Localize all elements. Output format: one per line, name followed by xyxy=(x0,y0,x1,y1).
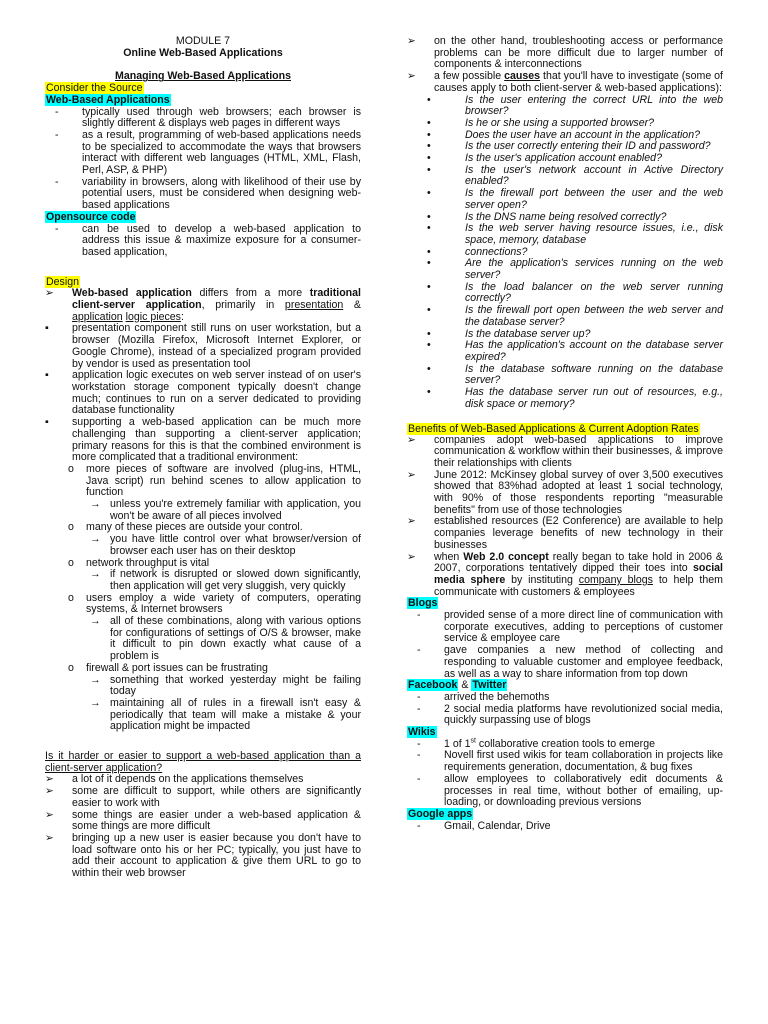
list-item xyxy=(45,224,361,259)
sub-item xyxy=(68,663,361,675)
benefits-heading-wrap xyxy=(407,423,723,435)
text: & xyxy=(458,679,472,692)
opensource-heading: Opensource code xyxy=(46,210,136,223)
square-marker: ▪ xyxy=(45,369,49,382)
list-item xyxy=(407,610,723,645)
text: differs from a more xyxy=(191,287,310,300)
item-text: established resources (E2 Conference) are available to help companies leverage benefits of new technology in their businesses xyxy=(434,515,723,551)
list-item xyxy=(45,417,361,464)
term-logic-pieces: logic pieces xyxy=(125,310,181,323)
bullet-marker: • xyxy=(427,327,431,340)
item-text: Novell first used wikis for team collaboration in projects like requirements generation, documentation, & bug fixes xyxy=(444,749,723,774)
circle-marker: o xyxy=(68,521,74,534)
term-social-media-sphere: social media sphere xyxy=(434,562,723,586)
wikis-list xyxy=(407,750,723,809)
arrow-marker: → xyxy=(90,673,101,686)
facebook-list xyxy=(407,692,723,727)
arrow-marker: → xyxy=(90,533,101,546)
item-text: Gmail, Calendar, Drive xyxy=(444,819,551,832)
bullet-marker: • xyxy=(427,152,431,165)
item-text: Is the DNS name being resolved correctly? xyxy=(465,210,667,223)
module-number: MODULE 7 xyxy=(175,35,231,47)
benefits-heading: Benefits of Web-Based Applications & Current Adoption Rates xyxy=(408,422,699,435)
item-text: as a result, programming of web-based applications needs to be specialized to accommodate the ways that browsers interact with different web languages (HTML, XML, Flash, Perl, ASP, & PHP) xyxy=(82,128,361,177)
list-item xyxy=(407,153,723,165)
item-text: Has the application's account on the database server expired? xyxy=(465,339,723,363)
list-item xyxy=(407,282,723,305)
item-text: application logic executes on web server instead of on user's workstation storage component typically doesn't change much; continues to run on a server dedicated to providing database functionality xyxy=(72,369,361,417)
arrow-marker: ➢ xyxy=(45,808,54,821)
list-item xyxy=(45,810,361,833)
item-text: companies adopt web-based applications to improve communication & workflow within their businesses, & improve their relationships with clients xyxy=(434,433,723,469)
bullet-marker: • xyxy=(427,128,431,141)
item-text: you have little control over what browser/version of browser each user has on their desktop xyxy=(110,533,361,557)
item-text: can be used to develop a web-based application to address this issue & maximize exposure for a consumer-based application, xyxy=(82,222,361,258)
text: that you'll have to investigate (some of causes apply to both client-server & web-based applications): xyxy=(434,70,724,94)
term-causes: causes xyxy=(504,70,541,83)
item-text: bringing up a new user is easier because you don't have to load software onto his or her PC; typically, you just have to add their account to application & give them URL to go to within their web browser xyxy=(72,832,361,880)
superscript: st xyxy=(470,737,476,745)
item-text: connections? xyxy=(465,245,528,258)
item-text: Is the load balancer on the web server running correctly? xyxy=(465,280,723,305)
arrow-marker: ➢ xyxy=(45,832,54,844)
text: 1 of 1 xyxy=(444,737,471,750)
list-item xyxy=(407,821,723,833)
item-text: variability in browsers, along with likelihood of their use by potential users, must be considered when designing web-based applications xyxy=(82,175,361,212)
list-item xyxy=(45,107,361,130)
list-item xyxy=(407,258,723,281)
item-text: Is the user entering the correct URL into the web browser? xyxy=(465,93,723,118)
list-item xyxy=(45,177,361,212)
text: collaborative creation tools to emerge xyxy=(475,737,655,750)
item-text: Is the firewall port open between the web server and the database server? xyxy=(465,304,723,328)
item-text: supporting a web-based application can be much more challenging than supporting a client-server application; primary reasons for this is that the combined environment is more complicated that a traditional environment: xyxy=(72,416,361,464)
circle-marker: o xyxy=(68,591,74,604)
item-text: Does the user have an account in the application? xyxy=(465,128,700,141)
twitter-heading: Twitter xyxy=(472,679,507,692)
list-item xyxy=(407,774,723,809)
item-text: users employ a wide variety of computers, operating systems, & Internet browsers xyxy=(86,591,361,616)
item-text: many of these pieces are outside your control. xyxy=(86,521,303,534)
term-web-based: Web-based application xyxy=(72,287,192,300)
item-text: a lot of it depends on the applications themselves xyxy=(72,773,304,786)
item-text: maintaining all of rules in a firewall isn't easy & periodically that team will make a mistake & your application might be impacted xyxy=(110,696,361,733)
text: when xyxy=(434,550,464,563)
circle-marker: o xyxy=(68,462,74,475)
dash-marker: - xyxy=(417,609,421,622)
item-text: Has the database server run out of resources, e.g., disk space or memory? xyxy=(465,386,723,410)
arrow-marker: → xyxy=(90,498,101,511)
item-text: all of these combinations, along with various options for configurations of settings of O/S & browser, make it difficult to pin down exactly what cause of a problem is xyxy=(110,615,361,663)
sub-sub-item xyxy=(90,698,361,733)
item-text: Is the web server having resource issues, i.e., disk space, memory, database xyxy=(465,222,723,246)
arrow-marker: ➢ xyxy=(45,773,54,786)
causes-item xyxy=(407,71,723,94)
opensource-list xyxy=(45,224,361,259)
design-square-list xyxy=(45,323,361,463)
bullet-marker: • xyxy=(427,210,431,223)
support-question: Is it harder or easier to support a web-based application than a client-server application? xyxy=(45,750,361,774)
arrow-marker: ➢ xyxy=(45,287,54,300)
item-text: something that worked yesterday might be failing today xyxy=(110,673,361,698)
benefits-list xyxy=(407,435,723,552)
item-text: network throughput is vital xyxy=(86,556,210,569)
wba-list xyxy=(45,107,361,212)
sub-sub-item xyxy=(90,569,361,592)
sub-sub-item xyxy=(90,534,361,557)
causes-list xyxy=(407,95,723,411)
text: on the other hand, troubleshooting access or performance problems can be more difficult due to larger number of components & interconnections xyxy=(434,35,723,71)
list-item xyxy=(407,95,723,118)
design-heading: Design xyxy=(46,275,79,288)
bullet-marker: • xyxy=(427,280,431,293)
right-column xyxy=(407,36,723,832)
item-text: some things are easier under a web-based application & some things are more difficult xyxy=(72,808,361,833)
bullet-marker: • xyxy=(427,362,431,375)
term-client-server: traditional client-server application xyxy=(72,287,361,312)
dash-marker: - xyxy=(55,128,59,141)
arrow-marker: ➢ xyxy=(407,550,416,563)
dash-marker: - xyxy=(417,702,421,715)
list-item xyxy=(407,435,723,470)
bullet-marker: • xyxy=(427,339,431,352)
item-text: Is he or she using a supported browser? xyxy=(465,116,655,129)
text: , primarily in xyxy=(201,299,285,312)
item-text: 2 social media platforms have revolutionized social media, quickly surpassing use of blogs xyxy=(444,702,723,727)
term-company-blogs: company blogs xyxy=(578,573,653,586)
design-arrow-item xyxy=(45,288,361,323)
item-text: presentation component still runs on user workstation, but a browser (Mozilla Firefox, Microsoft Internet Explorer, or Google Chrome), instead of a specialized program provided by vendor is used as presentation tool xyxy=(72,322,361,370)
arrow-marker: → xyxy=(90,615,101,628)
list-item xyxy=(407,305,723,328)
dash-marker: - xyxy=(417,819,421,832)
design-sub-list xyxy=(45,464,361,733)
dash-marker: - xyxy=(417,644,421,657)
list-item xyxy=(45,370,361,417)
arrow-marker: ➢ xyxy=(407,515,416,528)
item-text: June 2012: McKinsey global survey of over 3,500 executives showed that 83%had adopted at least 1 social technology, with 90% of those respondents reporting "measurable benefits" from use of those technologies xyxy=(434,468,723,516)
facebook-heading: Facebook xyxy=(408,679,458,692)
arrow-marker: ➢ xyxy=(407,433,416,446)
item-text: unless you're extremely familiar with application, you won't be aware of all pieces involved xyxy=(110,498,361,522)
google-apps-list xyxy=(407,821,723,833)
item-text: if network is disrupted or slowed down significantly, then application will get very sluggish, very quickly xyxy=(110,568,361,592)
arrow-marker: → xyxy=(90,568,101,581)
circle-marker: o xyxy=(68,556,74,569)
troubleshooting-item xyxy=(407,36,723,71)
item-text: more pieces of software are involved (plug-ins, HTML, Java script) run behind scenes to allow application to function xyxy=(86,462,361,499)
list-item xyxy=(407,118,723,130)
sub-item xyxy=(68,464,361,499)
list-item xyxy=(407,165,723,188)
list-item xyxy=(407,470,723,517)
bullet-marker: • xyxy=(427,245,431,258)
item-text: Is the database server up? xyxy=(465,327,591,340)
wba-heading: Web-Based Applications xyxy=(46,93,170,106)
text: to help them communicate with customers & employees xyxy=(434,573,723,598)
bullet-marker: • xyxy=(427,93,431,106)
arrow-marker: ➢ xyxy=(407,35,416,47)
item-text: some are difficult to support, while others are significantly easier to work with xyxy=(72,785,361,809)
item-text: Is the firewall port between the user and the web server open? xyxy=(465,187,723,211)
item-text: allow employees to collaboratively edit documents & processes in real time, without bother of emailing, up-loading, or downloading previous versions xyxy=(444,772,723,809)
text: a few possible xyxy=(434,70,505,83)
list-item xyxy=(45,833,361,880)
blogs-heading: Blogs xyxy=(408,597,438,610)
bullet-marker: • xyxy=(427,163,431,176)
dash-marker: - xyxy=(417,749,421,762)
text: & xyxy=(343,299,361,312)
square-marker: ▪ xyxy=(45,322,49,335)
arrow-marker: ➢ xyxy=(407,70,416,83)
arrow-marker: ➢ xyxy=(45,785,54,798)
dash-marker: - xyxy=(417,772,421,785)
list-item xyxy=(45,130,361,177)
blogs-list xyxy=(407,610,723,680)
section-title: Managing Web-Based Applications xyxy=(115,70,291,83)
text: by instituting xyxy=(505,573,579,586)
dash-marker: - xyxy=(417,690,421,703)
dash-marker: - xyxy=(55,175,59,188)
circle-marker: o xyxy=(68,661,74,674)
item-text: Is the user's network account in Active Directory enabled? xyxy=(465,163,723,188)
dash-marker: - xyxy=(417,737,421,750)
sub-sub-item xyxy=(90,675,361,698)
list-item xyxy=(407,223,723,246)
list-item xyxy=(407,340,723,363)
bullet-marker: • xyxy=(427,304,431,317)
item-text: arrived the behemoths xyxy=(444,690,550,703)
bullet-marker: • xyxy=(427,140,431,153)
google-apps-heading: Google apps xyxy=(408,808,473,820)
list-item xyxy=(407,188,723,211)
arrow-marker: ➢ xyxy=(407,468,416,481)
dash-marker: - xyxy=(55,105,59,118)
sub-sub-item xyxy=(90,499,361,522)
list-item xyxy=(45,786,361,809)
left-column xyxy=(45,36,361,880)
bullet-marker: • xyxy=(427,187,431,200)
list-item xyxy=(407,704,723,727)
term-application: application xyxy=(72,310,123,323)
list-item xyxy=(45,323,361,370)
list-item xyxy=(407,750,723,773)
item-text: provided sense of a more direct line of communication with corporate executives, adding to perceptions of customer service & employee care xyxy=(444,609,723,645)
item-text: firewall & port issues can be frustrating xyxy=(86,661,268,674)
bullet-marker: • xyxy=(427,222,431,235)
bullet-marker: • xyxy=(427,386,431,399)
list-item xyxy=(407,692,723,704)
term-web20: Web 2.0 concept xyxy=(463,550,549,563)
item-text: gave companies a new method of collecting and responding to valuable customer and employee feedback, as well as a way to share information from top down xyxy=(444,644,723,680)
question-list xyxy=(45,774,361,879)
list-item xyxy=(407,516,723,551)
item-text: Is the user correctly entering their ID and password? xyxy=(465,140,711,153)
item-text: Is the database software running on the database server? xyxy=(465,362,723,387)
text: : xyxy=(180,310,184,323)
web20-item xyxy=(407,552,723,599)
consider-heading: Consider the Source xyxy=(46,82,143,95)
square-marker: ▪ xyxy=(45,416,49,429)
sub-sub-item xyxy=(90,616,361,663)
term-presentation: presentation xyxy=(284,299,344,312)
text: really began to take hold in 2006 & 2007, corporations tentatively dipped their toes into xyxy=(434,550,723,575)
wikis-heading: Wikis xyxy=(408,726,436,739)
arrow-marker: → xyxy=(90,696,101,709)
item-text: Are the application's services running on the web server? xyxy=(465,257,723,282)
sub-item xyxy=(68,593,361,616)
list-item xyxy=(407,387,723,410)
document-title: Online Web-Based Applications xyxy=(123,46,283,59)
list-item xyxy=(407,645,723,680)
item-text: typically used through web browsers; each browser is slightly different & displays web pages in different ways xyxy=(82,105,361,130)
bullet-marker: • xyxy=(427,116,431,129)
dash-marker: - xyxy=(55,222,59,235)
item-text: Is the user's application account enabled? xyxy=(465,152,662,165)
list-item xyxy=(407,364,723,387)
bullet-marker: • xyxy=(427,257,431,270)
